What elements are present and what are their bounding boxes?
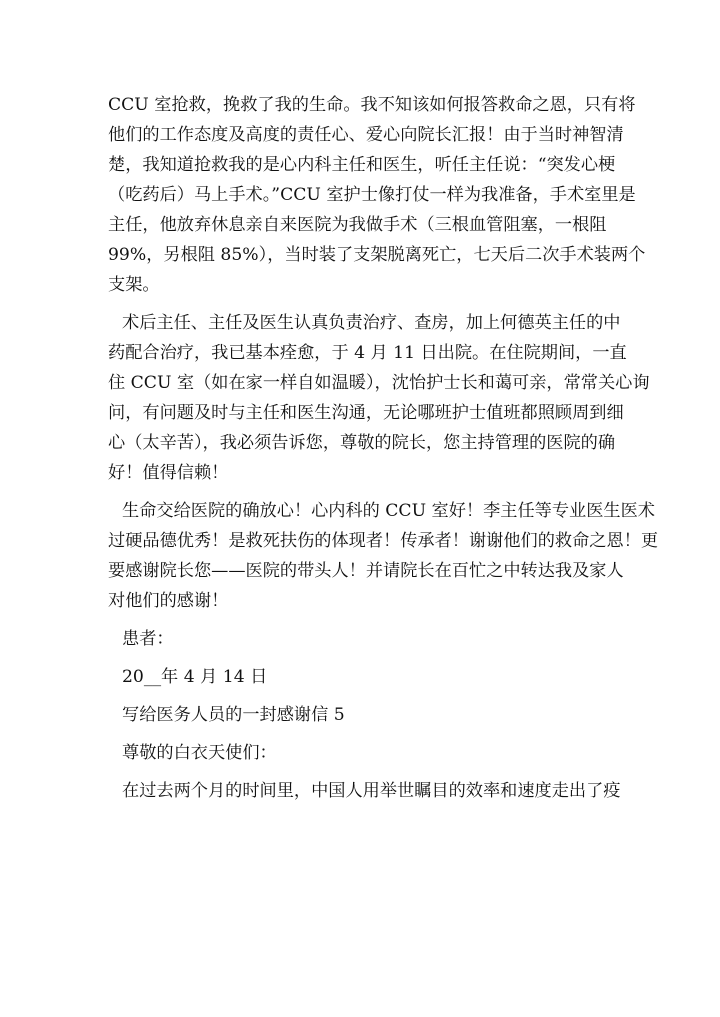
paragraph-2-line-3: 住 CCU 室（如在家一样自如温暖），沈怡护士长和蔼可亲，常常关心询 bbox=[108, 373, 650, 393]
paragraph-1-line-2: 他们的工作态度及高度的责任心、爱心向院长汇报！由于当时神智清 bbox=[108, 125, 624, 145]
paragraph-1-line-4: （吃药后）马上手术。”CCU 室护士像打仗一样为我准备，手术室里是 bbox=[108, 185, 636, 205]
next-letter-salutation: 尊敬的白衣天使们： bbox=[122, 743, 277, 763]
paragraph-2-line-5: 心（太辛苦），我必须告诉您，尊敬的院长，您主持管理的医院的确 bbox=[108, 433, 616, 453]
signature-patient: 患者： bbox=[122, 629, 174, 649]
paragraph-3-line-3: 要感谢院长您——医院的带头人！并请院长在百忙之中转达我及家人 bbox=[108, 561, 624, 581]
paragraph-1-line-3: 楚，我知道抢救我的是心内科主任和医生，听任主任说：“突发心梗 bbox=[108, 155, 616, 175]
paragraph-2-line-6: 好！值得信赖！ bbox=[108, 463, 229, 483]
paragraph-3-line-2: 过硬品德优秀！是救死扶伤的体现者！传承者！谢谢他们的救命之恩！更 bbox=[108, 531, 659, 551]
paragraph-1-line-6: 99%，另根阻 85%），当时装了支架脱离死亡，七天后二次手术装两个 bbox=[108, 245, 646, 265]
paragraph-1-line-7: 支架。 bbox=[108, 275, 160, 295]
paragraph-3-line-1: 生命交给医院的确放心！心内科的 CCU 室好！李主任等专业医生医术 bbox=[122, 501, 655, 521]
signature-date: 20__年 4 月 14 日 bbox=[122, 667, 268, 687]
paragraph-2-line-1: 术后主任、主任及医生认真负责治疗、查房，加上何德英主任的中 bbox=[122, 313, 621, 333]
paragraph-3-line-4: 对他们的感谢！ bbox=[108, 591, 229, 611]
paragraph-1-line-5: 主任，他放弃休息亲自来医院为我做手术（三根血管阻塞，一根阻 bbox=[108, 215, 607, 235]
next-letter-first-line: 在过去两个月的时间里，中国人用举世瞩目的效率和速度走出了疫 bbox=[122, 781, 621, 801]
paragraph-2-line-4: 问，有问题及时与主任和医生沟通，无论哪班护士值班都照顾周到细 bbox=[108, 403, 624, 423]
paragraph-1-line-1: CCU 室抢救，挽救了我的生命。我不知该如何报答救命之恩，只有将 bbox=[108, 95, 636, 115]
next-letter-title: 写给医务人员的一封感谢信 5 bbox=[122, 705, 345, 725]
paragraph-2-line-2: 药配合治疗，我已基本痊愈，于 4 月 11 日出院。在住院期间，一直 bbox=[108, 343, 627, 363]
letter-body bbox=[108, 90, 659, 806]
